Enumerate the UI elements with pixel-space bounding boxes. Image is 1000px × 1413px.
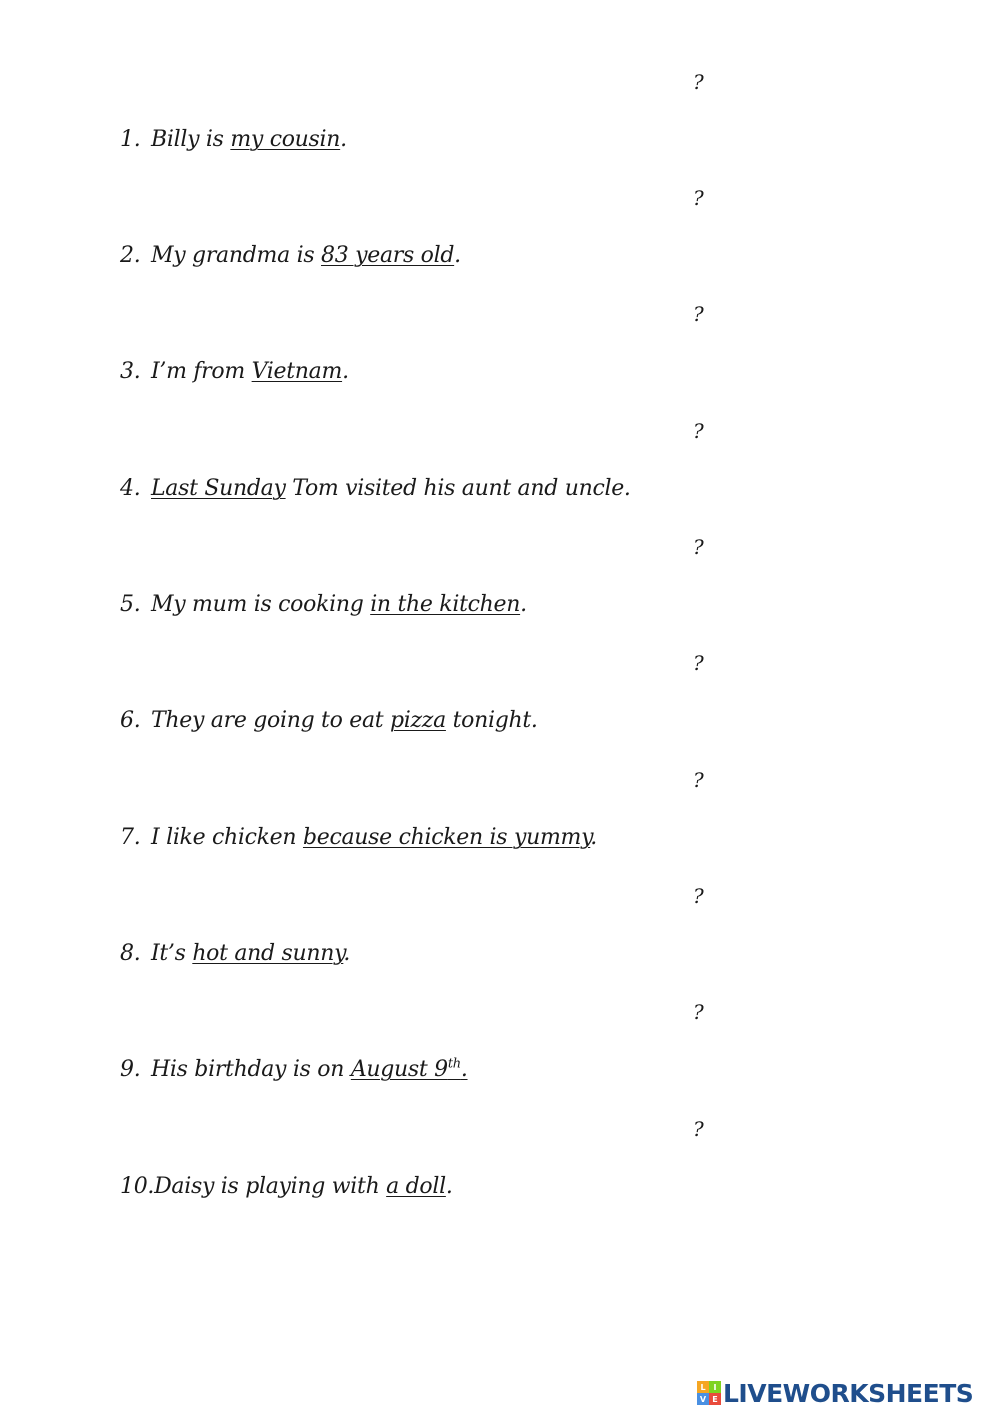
underlined-phrase: because chicken is yummy: [302, 825, 591, 850]
sentence-text: I like chicken: [151, 825, 303, 850]
logo-letter-e: E: [709, 1393, 721, 1405]
answer-slot-1[interactable]: ?: [693, 70, 704, 94]
underlined-phrase: Vietnam: [251, 359, 343, 384]
ordinal-suffix: th: [447, 1056, 461, 1072]
underlined-phrase: in the kitchen: [370, 592, 521, 617]
sentence-text-end: .: [445, 1174, 453, 1199]
sentence-item-9: [120, 1056, 468, 1084]
item-number: 9.: [120, 1057, 141, 1082]
item-number: 4.: [120, 476, 141, 501]
sentence-item-8: [120, 940, 350, 968]
sentence-text-end: .: [340, 127, 347, 152]
answer-slot-2[interactable]: ?: [693, 186, 704, 210]
item-number: 5.: [120, 592, 141, 617]
answer-slot-10[interactable]: ?: [693, 1117, 704, 1141]
sentence-text: Billy is: [151, 127, 231, 152]
underlined-phrase: hot and sunny: [192, 941, 344, 966]
sentence-item-4: [120, 475, 631, 503]
item-number: 10.: [120, 1174, 155, 1199]
brand-name: LIVEWORKSHEETS: [723, 1378, 974, 1408]
live-logo-icon: [697, 1381, 721, 1405]
sentence-text-end: Tom visited his aunt and uncle.: [285, 476, 631, 501]
logo-letter-v: V: [697, 1393, 709, 1405]
sentence-text: It’s: [151, 941, 193, 966]
sentence-text: My mum is cooking: [151, 592, 371, 617]
underlined-phrase: [351, 1057, 468, 1082]
answer-slot-4[interactable]: ?: [693, 419, 704, 443]
sentence-text: They are going to eat: [151, 708, 390, 733]
item-number: 1.: [120, 127, 141, 152]
answer-slot-5[interactable]: ?: [693, 535, 704, 559]
sentence-text-end: .: [590, 825, 597, 850]
sentence-text-end: .: [342, 359, 349, 384]
sentence-text-end: .: [343, 941, 351, 966]
answer-slot-6[interactable]: ?: [693, 651, 704, 675]
sentence-text-end: .: [460, 1057, 468, 1082]
sentence-item-1: [120, 126, 347, 154]
underlined-phrase: pizza: [390, 708, 446, 733]
logo-letter-i: I: [709, 1381, 721, 1393]
item-number: 3.: [120, 359, 141, 384]
sentence-text-end: tonight.: [445, 708, 538, 733]
sentence-item-7: [120, 824, 597, 852]
sentence-item-5: [120, 591, 527, 619]
sentence-text: I’m from: [151, 359, 252, 384]
item-number: 6.: [120, 708, 141, 733]
answer-slot-8[interactable]: ?: [693, 884, 704, 908]
sentence-item-6: [120, 707, 538, 735]
item-number: 7.: [120, 825, 141, 850]
sentence-text-end: .: [520, 592, 527, 617]
sentence-text-end: .: [454, 243, 461, 268]
answer-slot-3[interactable]: ?: [693, 302, 704, 326]
sentence-text: My grandma is: [151, 243, 322, 268]
answer-slot-9[interactable]: ?: [693, 1000, 704, 1024]
logo-letter-l: L: [697, 1381, 709, 1393]
underlined-phrase: 83 years old: [321, 243, 455, 268]
sentence-text: His birthday is on: [151, 1057, 351, 1082]
liveworksheets-logo[interactable]: [697, 1378, 973, 1408]
sentence-item-2: [120, 242, 461, 270]
underlined-phrase: a doll: [386, 1174, 446, 1199]
item-number: 2.: [120, 243, 141, 268]
sentence-item-10: [120, 1173, 453, 1201]
answer-slot-7[interactable]: ?: [693, 768, 704, 792]
sentence-text: Daisy is playing with: [154, 1174, 387, 1199]
underlined-phrase: Last Sunday: [151, 476, 286, 501]
underlined-phrase-text: August 9: [350, 1057, 448, 1082]
sentence-item-3: [120, 358, 349, 386]
underlined-phrase: my cousin: [230, 127, 341, 152]
item-number: 8.: [120, 941, 141, 966]
